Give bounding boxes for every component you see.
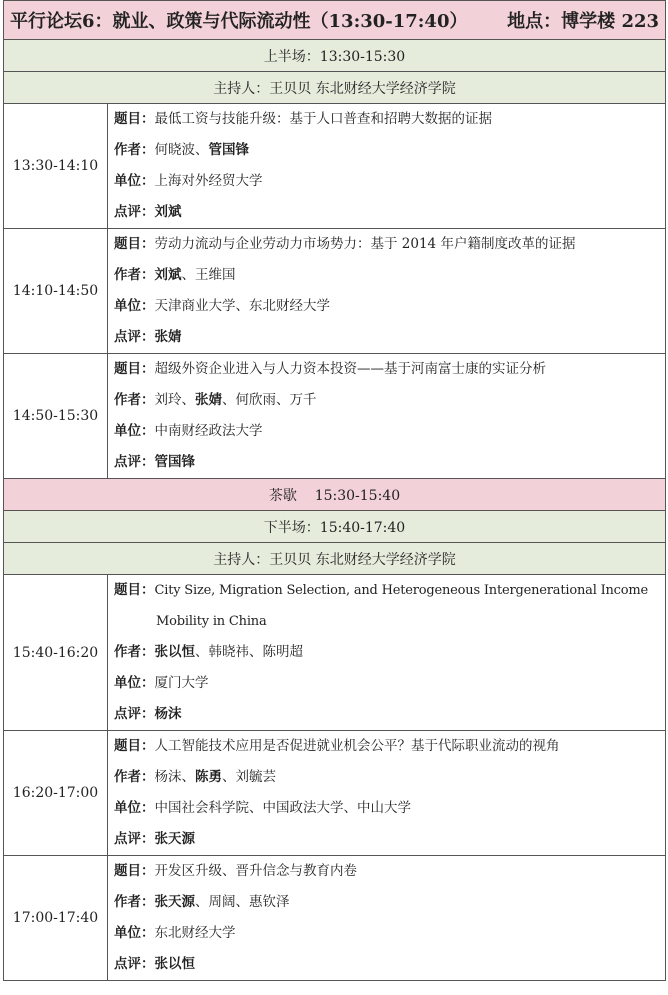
author-name: 刘毓芸 [235,769,276,785]
author-separator: 、 [249,644,263,660]
session-time: 16:20-17:00 [4,731,108,856]
review-label: 点评： [114,329,155,345]
topic-text: 超级外资企业进入与人力资本投资——基于河南富士康的实证分析 [154,361,546,377]
first-half-host-row [4,72,666,104]
unit-line [114,166,665,197]
topic-line [114,575,665,606]
unit-label: 单位： [114,925,155,941]
topic-text: 劳动力流动与企业劳动力市场势力：基于 2014 年户籍制度改革的证据 [154,236,576,252]
author-name: 张婧 [195,392,222,408]
topic-line [114,731,665,762]
review-label: 点评： [114,956,155,972]
session-time: 17:00-17:40 [4,856,108,981]
author-line [114,135,665,166]
author-name: 何晓波 [154,142,195,158]
author-label: 作者： [114,769,155,785]
second-half-title: 下半场：15:40-17:40 [4,511,666,543]
author-separator: 、 [222,392,236,408]
unit-line [114,668,665,699]
first-half-host: 主持人：王贝贝 东北财经大学经济学院 [4,72,666,104]
first-half-sessions [4,104,666,479]
review-line [114,824,665,855]
second-half-title-row [4,511,666,543]
author-name: 张以恒 [154,644,195,660]
reviewer-name: 张婧 [154,329,182,345]
review-line [114,197,665,228]
forum-title: 平行论坛6：就业、政策与代际流动性（13:30-17:40） [10,11,468,32]
schedule-table [3,0,666,981]
author-separator: 、 [235,894,249,910]
topic-line [114,104,665,135]
review-label: 点评： [114,454,155,470]
author-label: 作者： [114,894,155,910]
author-label: 作者： [114,644,155,660]
review-line [114,699,665,730]
topic-text: 人工智能技术应用是否促进就业机会公平？基于代际职业流动的视角 [154,738,560,754]
topic-text: 开发区升级、晋升信念与教育内卷 [154,863,357,879]
unit-line [114,793,665,824]
author-separator: 、 [181,769,195,785]
author-separator: 、 [195,894,209,910]
unit-label: 单位： [114,298,155,314]
author-name: 杨沫 [154,769,182,785]
session-info [108,856,666,981]
topic-label: 题目： [114,738,155,754]
schedule [3,0,665,981]
session-time: 14:10-14:50 [4,229,108,354]
author-separator: 、 [222,769,236,785]
topic-line [114,856,665,887]
unit-line [114,416,665,447]
topic-text: 最低工资与技能升级：基于人口普查和招聘大数据的证据 [154,111,492,127]
review-label: 点评： [114,831,155,847]
first-half-title-row [4,40,666,72]
session-time: 15:40-16:20 [4,575,108,731]
review-line [114,949,665,980]
session-row [4,354,666,479]
unit-text: 天津商业大学、东北财经大学 [154,298,330,314]
review-label: 点评： [114,706,155,722]
topic-text-cont: Mobility in China [156,614,267,629]
author-name: 张天源 [154,894,195,910]
unit-text: 中南财经政法大学 [154,423,263,439]
reviewer-name: 张天源 [154,831,195,847]
author-name: 陈明超 [262,644,303,660]
author-name: 韩晓祎 [208,644,249,660]
author-line [114,762,665,793]
second-half-host: 主持人：王贝贝 东北财经大学经济学院 [4,543,666,575]
session-time: 14:50-15:30 [4,354,108,479]
reviewer-name: 管国锋 [154,454,195,470]
break-label: 茶歇 [268,487,297,504]
break-row [4,479,666,511]
author-name: 王维国 [195,267,236,283]
unit-text: 中国社会科学院、中国政法大学、中山大学 [154,800,411,816]
topic-line-cont [114,606,665,637]
location: 地点：博学楼 223 [507,11,660,32]
topic-text: City Size, Migration Selection, and Heterogeneous Intergenerational Income [154,583,649,598]
author-label: 作者： [114,142,155,158]
author-name: 管国锋 [208,142,249,158]
break-time: 15:30-15:40 [314,487,401,504]
unit-text: 上海对外经贸大学 [154,173,263,189]
author-separator: 、 [181,392,195,408]
session-info [108,229,666,354]
author-name: 刘斌 [154,267,182,283]
first-half-title: 上半场：13:30-15:30 [4,40,666,72]
author-name: 万千 [289,392,317,408]
review-line [114,322,665,353]
author-name: 何欣雨 [235,392,276,408]
session-info [108,731,666,856]
author-separator: 、 [276,392,290,408]
author-label: 作者： [114,392,155,408]
author-label: 作者： [114,267,155,283]
reviewer-name: 张以恒 [154,956,195,972]
unit-text: 东北财经大学 [154,925,236,941]
author-separator: 、 [195,644,209,660]
topic-label: 题目： [114,236,155,252]
author-line [114,637,665,668]
topic-line [114,354,665,385]
session-time: 13:30-14:10 [4,104,108,229]
review-line [114,447,665,478]
unit-line [114,918,665,949]
session-row [4,856,666,981]
session-row [4,731,666,856]
topic-label: 题目： [114,111,155,127]
second-half-host-row [4,543,666,575]
session-info [108,575,666,731]
session-row [4,104,666,229]
session-row [4,575,666,731]
unit-label: 单位： [114,173,155,189]
unit-text: 厦门大学 [154,675,209,691]
author-separator: 、 [195,142,209,158]
topic-label: 题目： [114,582,155,598]
session-row [4,229,666,354]
session-info [108,104,666,229]
unit-label: 单位： [114,423,155,439]
topic-label: 题目： [114,863,155,879]
author-line [114,887,665,918]
second-half-sessions [4,575,666,981]
author-separator: 、 [181,267,195,283]
topic-label: 题目： [114,361,155,377]
author-name: 周阔 [208,894,236,910]
author-name: 惠钦泽 [249,894,290,910]
reviewer-name: 杨沫 [154,706,182,722]
reviewer-name: 刘斌 [154,204,182,220]
author-name: 刘玲 [154,392,182,408]
unit-label: 单位： [114,675,155,691]
author-line [114,385,665,416]
review-label: 点评： [114,204,155,220]
session-info [108,354,666,479]
author-name: 陈勇 [195,769,222,785]
unit-label: 单位： [114,800,155,816]
author-line [114,260,665,291]
unit-line [114,291,665,322]
header-row [4,1,666,40]
topic-line [114,229,665,260]
